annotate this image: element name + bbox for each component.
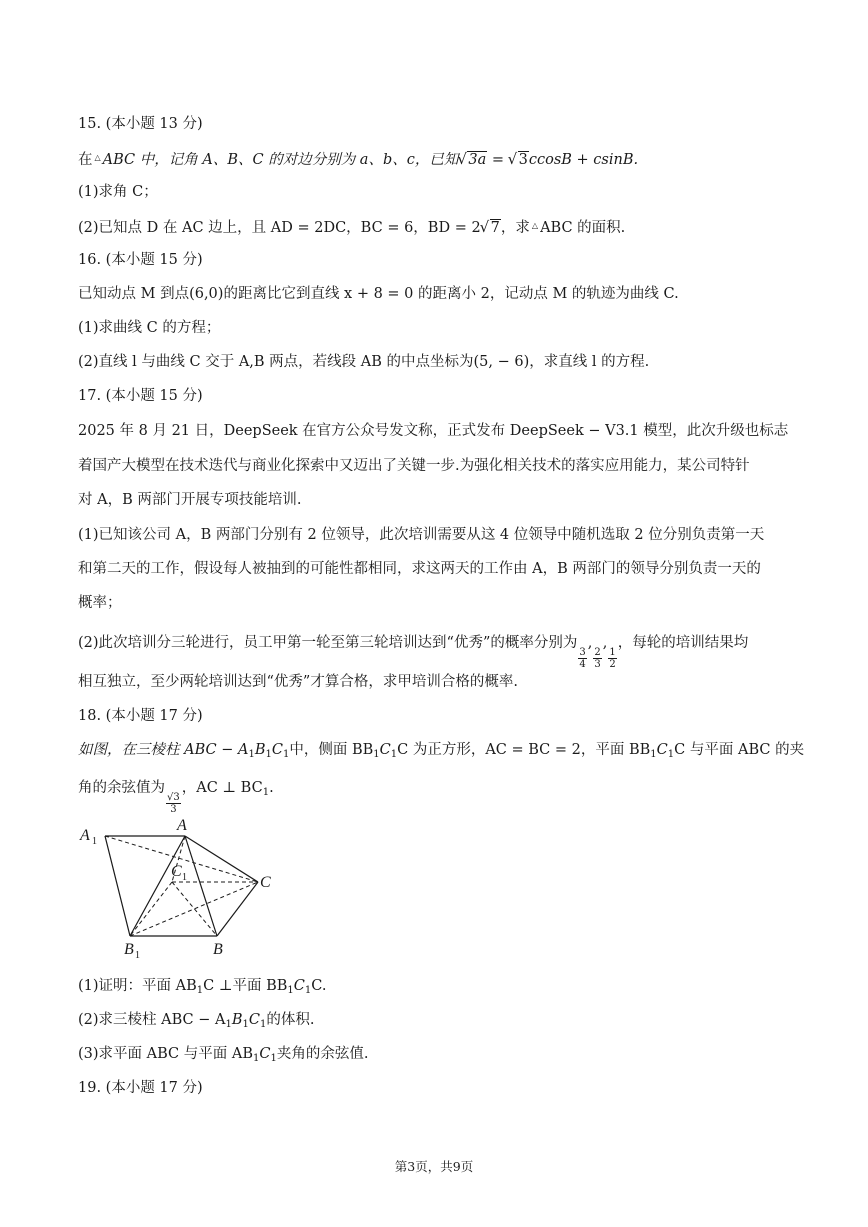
hidden-c1-b1 <box>130 882 172 936</box>
triangle-icon: △ <box>531 221 539 230</box>
label-b1: B <box>124 941 134 958</box>
q15-stem: 在 △ ABC 中，记角 A、B、C 的对边分别为 a、b、c，已知√ 3a = √ 3ccosB + csinB. <box>78 146 798 172</box>
q16-part1: (1)求曲线 C 的方程； <box>78 320 221 336</box>
c-label: C <box>293 978 305 994</box>
q18-stem-line2: 角的余弦值为 $\frac{√3}{3}$ ，AC ⊥ $BC_1$. <box>78 780 274 815</box>
sqrt-3: √ 3 <box>509 148 529 172</box>
fraction-2-3: $\frac{2}{3}$ <box>594 647 601 670</box>
c-label: C <box>379 742 391 758</box>
q17-part2-line2: 相互独立，至少两轮培训达到“优秀”才算合格，求甲培训合格的概率. <box>78 674 518 690</box>
edge-a-c <box>185 836 258 882</box>
b-label: B <box>254 742 266 758</box>
q18-part2: (2)求三棱柱 ABC − $A_1B_1C_1$的体积. <box>78 1012 315 1030</box>
label-c: C <box>260 874 271 891</box>
label-b: B <box>213 941 223 958</box>
q16-stem: 已知动点 M 到点(6,0)的距离比它到直线 x + 8 = 0 的距离小 2，记动点 M 的轨迹为曲线 C. <box>78 286 679 302</box>
label-a1-sub: 1 <box>92 836 97 847</box>
q18-header: 18. (本小题 17 分) <box>78 708 203 724</box>
edge-a1-b1 <box>105 836 130 936</box>
q17-part2-line1: (2)此次培训分三轮进行，员工甲第一轮至第三轮培训达到“优秀”的概率分别为 $\frac{3}{4}$ , $\frac{2}{3}$ , $\frac{1}{2}$ ，每轮的培训结果均 <box>78 635 749 670</box>
edge-b-c <box>217 882 258 936</box>
q18-part3: (3)求平面 ABC 与平面 $AB_1C_1$夹角的余弦值. <box>78 1046 369 1064</box>
label-b1-sub: 1 <box>135 950 140 961</box>
q17-part1-line2: 和第二天的工作，假设每人被抽到的可能性都相同，求这两天的工作由 A，B 两部门的领导分别负责一天的 <box>78 561 761 577</box>
q17-part1-line3: 概率； <box>78 595 122 611</box>
prism-figure <box>74 816 284 966</box>
q19-header: 19. (本小题 17 分) <box>78 1080 203 1096</box>
c-label: C <box>656 742 668 758</box>
edge-a-b <box>185 836 217 936</box>
q16-header: 16. (本小题 15 分) <box>78 252 203 268</box>
q16-part2: (2)直线 l 与曲线 C 交于 A,B 两点，若线段 AB 的中点坐标为(5, − 6)，求直线 l 的方程. <box>78 354 650 370</box>
label-a1: A <box>80 827 90 844</box>
q15-part1: (1)求角 C； <box>78 184 158 200</box>
label-a: A <box>177 817 187 834</box>
c-label: C <box>271 742 283 758</box>
label-c1-sub: 1 <box>182 872 187 883</box>
hidden-c1-b <box>172 882 217 936</box>
q15-header: 15. (本小题 13 分) <box>78 116 203 132</box>
sqrt-3a: √ 3a <box>458 148 487 172</box>
fraction-3-4: $\frac{3}{4}$ <box>579 647 586 670</box>
sqrt-7: √ 7 <box>481 216 501 240</box>
q15-part2: (2)已知点 D 在 AC 边上，且 AD = 2DC，BC = 6，BD = 2√ 7，求 △ ABC 的面积. <box>78 214 798 240</box>
fraction-1-2: $\frac{1}{2}$ <box>609 647 616 670</box>
q17-stem-line3: 对 A，B 两部门开展专项技能培训. <box>78 492 302 508</box>
page-footer: 第3页，共9页 <box>394 1159 474 1174</box>
c-label: C <box>259 1046 271 1062</box>
label-c1: C <box>171 863 182 880</box>
b-label: B <box>231 1012 243 1028</box>
q17-part1-line1: (1)已知该公司 A，B 两部门分别有 2 位领导，此次培训需要从这 4 位领导中随机选取 2 位分别负责第一天 <box>78 527 765 543</box>
q18-stem-line1: 如图，在三棱柱 ABC − $A_1B_1C_1$中，侧面 $BB_1C_1C$ 为正方形，AC = BC = 2，平面 $BB_1C_1C$ 与平面 ABC 的夹 <box>78 742 805 760</box>
hidden-b1-c <box>130 882 258 936</box>
edge-a-b1 <box>130 836 185 936</box>
q17-stem-line2: 着国产大模型在技术迭代与商业化探索中又迈出了关键一步.为强化相关技术的落实应用能力，某公司特针 <box>78 458 750 474</box>
q18-part1: (1)证明：平面 $AB_1C$ ⊥平面 $BB_1C_1C$. <box>78 978 327 996</box>
q17-stem-line1: 2025 年 8 月 21 日，DeepSeek 在官方公众号发文称，正式发布 DeepSeek − V3.1 模型，此次升级也标志 <box>78 423 789 439</box>
q17-header: 17. (本小题 15 分) <box>78 388 203 404</box>
c-label: C <box>248 1012 260 1028</box>
triangle-icon: △ <box>94 153 101 162</box>
fraction-sqrt3-3: $\frac{√3}{3}$ <box>167 792 180 815</box>
